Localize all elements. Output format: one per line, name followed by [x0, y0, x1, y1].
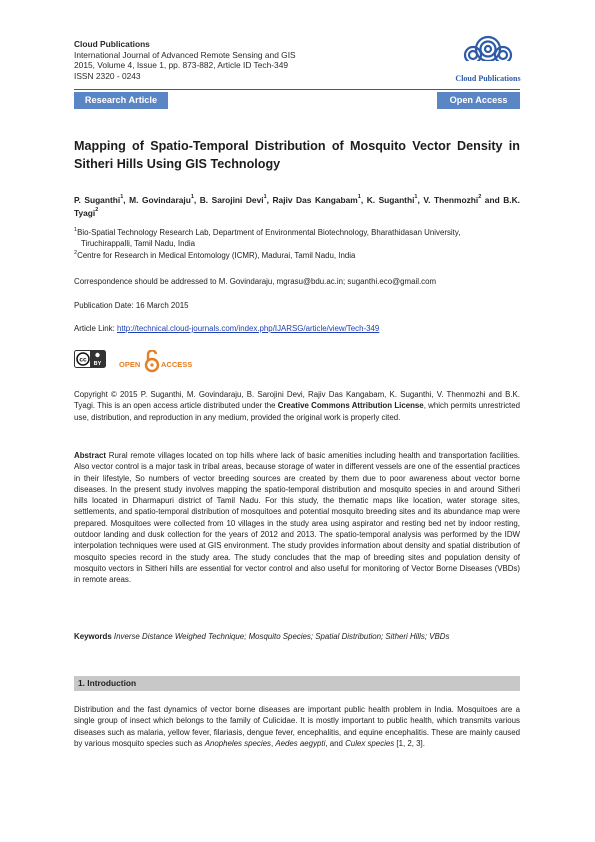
open-access-logo: [116, 350, 212, 374]
species-anopheles: Anopheles species: [204, 738, 271, 748]
journal-name: International Journal of Advanced Remote Sensing and GIS: [74, 49, 296, 60]
intro-separator: , and: [325, 738, 346, 748]
author-affiliation-mark: 1: [190, 194, 194, 200]
author-name: B. Sarojini Devi: [199, 195, 264, 205]
affiliation-2: Centre for Research in Medical Entomology (ICMR), Madurai, Tamil Nadu, India: [77, 250, 356, 260]
license-name: Creative Commons Attribution License: [277, 401, 424, 411]
author-affiliation-mark: 1: [120, 194, 124, 200]
author-name: V. Thenmozhi: [423, 195, 479, 205]
cc-by-icon: [74, 350, 106, 368]
introduction-paragraph: [74, 704, 520, 749]
oa-access-text: ACCESS: [161, 360, 193, 369]
cc-text: cc: [79, 356, 87, 364]
author-affiliation-mark: 1: [357, 194, 361, 200]
species-culex: Culex species: [345, 738, 395, 748]
author-name: B.K. Tyagi: [74, 195, 520, 218]
copyright-text-end: , which permits unrestricted use, distribution, and reproduction in any medium, provided the original work is properly cited.: [74, 401, 520, 422]
research-article-tag: Research Article: [74, 92, 168, 109]
section-heading-text: 1. Introduction: [78, 678, 137, 688]
affiliation-number: 2: [74, 249, 78, 256]
abstract-label: Abstract: [74, 451, 107, 460]
header-rule: [74, 89, 520, 90]
journal-header: [74, 39, 434, 81]
publisher-logo: [446, 33, 530, 83]
author-list: P. Suganthi$^1$, M. Govindaraju$^1$, B. Sarojini Devi$^1$, Rajiv Das Kangabam$^1$, K. Suganthi$^1$, V. Thenmozhi$^2$ and B.K. Tyagi$^2$: [74, 194, 520, 218]
intro-references: [1, 2, 3].: [394, 738, 425, 748]
keywords: [74, 631, 520, 642]
publication-date: Publication Date: 16 March 2015: [74, 301, 189, 310]
author-name: K. Suganthi: [366, 195, 415, 205]
author-affiliation-mark: 1: [414, 194, 418, 200]
author-name: M. Govindaraju: [129, 195, 191, 205]
article-title: Mapping of Spatio-Temporal Distribution of Mosquito Vector Density in Sitheri Hills Using GIS Technology: [74, 139, 520, 171]
issue-info: 2015, Volume 4, Issue 1, pp. 873-882, Article ID Tech-349: [74, 60, 289, 71]
intro-separator: ,: [270, 738, 276, 748]
correspondence: Correspondence should be addressed to M. Govindaraju, mgrasu@bdu.ac.in; suganthi.eco@gmail.com: [74, 277, 437, 286]
author-affiliation-mark: 2: [478, 194, 482, 200]
author-affiliation-mark: 2: [95, 206, 99, 213]
oa-open-text: OPEN: [119, 360, 141, 369]
affiliation-1-line2: Tiruchirappalli, Tamil Nadu, India: [81, 239, 196, 249]
copyright-notice: [74, 389, 520, 423]
keywords-text: Inverse Distance Weighed Technique; Mosquito Species; Spatial Distribution; Sitheri Hills; VBDs: [113, 632, 450, 641]
affiliation-1-line1: Bio-Spatial Technology Research Lab, Department of Environmental Biotechnology, Bharathidasan University,: [77, 228, 461, 237]
open-lock-icon: [116, 350, 212, 374]
affiliations: [74, 227, 520, 261]
copyright-text: Copyright © 2015 P. Suganthi, M. Govindaraju, B. Sarojini Devi, Rajiv Das Kangabam, K. Suganthi, V. Thenmozhi and B.K. Tyagi. This is an open access article distributed under the: [74, 390, 520, 411]
article-link[interactable]: http://technical.cloud-journals.com/index.php/IJARSG/article/view/Tech-349: [116, 324, 380, 333]
species-aedes: Aedes aegypti: [275, 738, 326, 748]
author-name: Rajiv Das Kangabam: [272, 195, 358, 205]
cloud-swirl-icon: [458, 33, 518, 69]
publisher-name: Cloud Publications: [74, 39, 150, 49]
abstract: [74, 450, 520, 586]
article-link-label: Article Link:: [74, 324, 117, 333]
section-heading-introduction: [74, 676, 520, 691]
abstract-text: Rural remote villages located on top hills where lack of basic amenities including health and transportation facilities. Also vector control is a major task in tribal areas, because storage of water in different vessels are one of the essential practices in their lifestyle, So numbers of vector breeding sources are created by them due to poor awareness about vector borne diseases. In the present study involves mapping the spatio-temporal distribution and mosquito species in and around Sitheri hills located in Dharmapuri district of Tamil Nadu. For this study, the thematic maps like location, water storage sites, settlements, and spatio-temporal distribution of mosquitoes and potential mosquito breeding sites and its abundance map were prepared. Mosquitoes were collected from 10 villages in the study area using aspirator and resting bed net by indoor resting, outdoor landing and dusk collection for the years of 2012 and 2013. The spatio-temporal analysis was performed by the IDW interpolation techniques were used at GIS environment. The study provides information about density and spatial distribution of mosquito species record in the study area. The study concludes that the map of breeding sites and population density of mosquito vectors in Sitheri hills are essential for vector control and also useful for monitoring of Vector Borne Diseases (VBDs) in remote areas.: [74, 451, 520, 585]
intro-text: Distribution and the fast dynamics of vector borne diseases are important public health problem in India. Mosquitoes are a single group of insect which belongs to the family of Culicidae. It is mostly important to public health, which transmits various diseases such as malaria, yellow fever, filariasis, dengue fever, encephalitis, and equine encephalitis. These are mainly caused by various mosquito species such as: [74, 705, 520, 748]
affiliation-number: 1: [74, 227, 78, 233]
keywords-label: Keywords: [74, 632, 112, 641]
author-affiliation-mark: 1: [263, 194, 267, 200]
issn: ISSN 2320 - 0243: [74, 70, 141, 81]
article-link-line: [74, 323, 520, 334]
cc-by-badge: [74, 350, 106, 368]
logo-text: Cloud Publications: [455, 74, 521, 83]
open-access-tag: Open Access: [437, 92, 520, 109]
author-name: P. Suganthi: [74, 195, 121, 205]
by-text: BY: [93, 361, 102, 367]
